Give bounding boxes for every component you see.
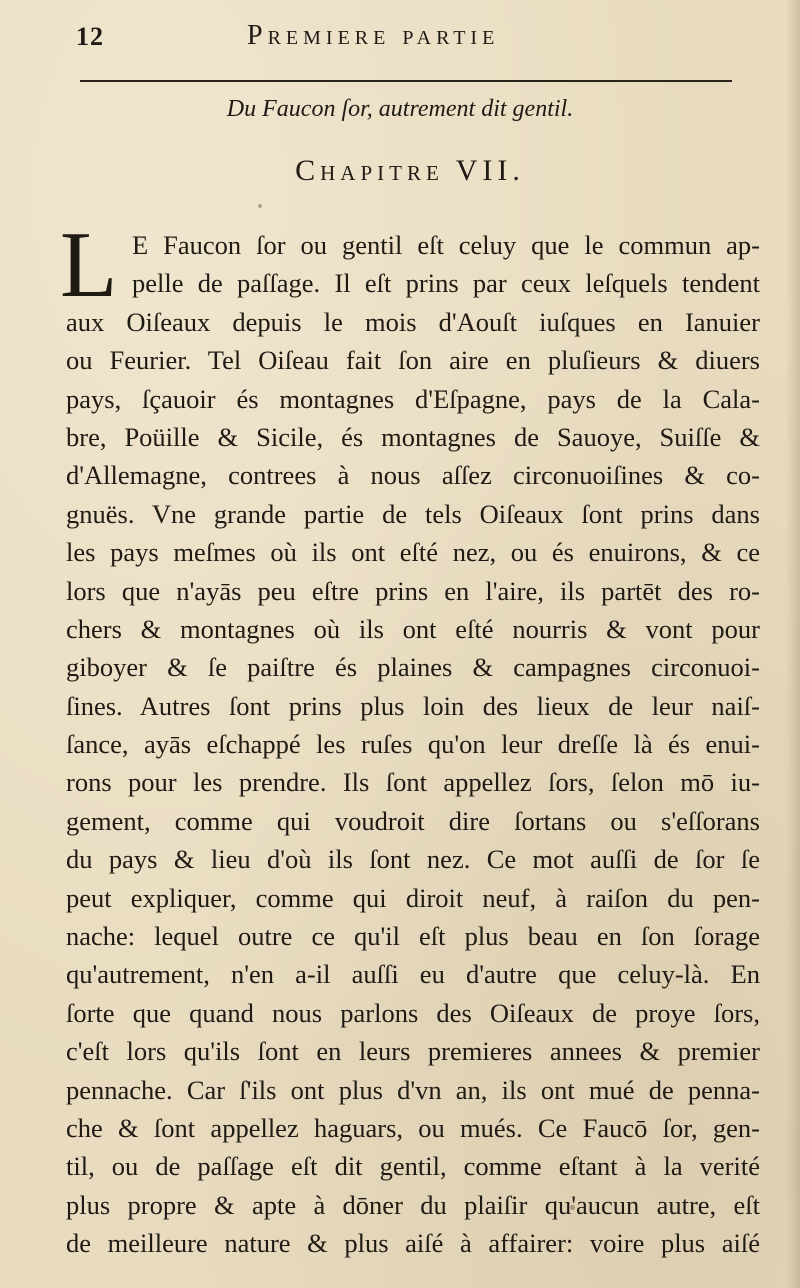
header-rule: [80, 80, 732, 82]
text-line: ſorte que quand nous parlons des Oiſeaux de proye ſors,: [66, 997, 760, 1028]
text-line: d'Allemagne, contrees à nous aſſez circonuoiſines & co-: [66, 460, 760, 491]
text-line: rons pour les prendre. Ils ſont appellez ſors, ſelon mō iu-: [66, 767, 760, 798]
text-line: gnuës. Vne grande partie de tels Oiſeaux ſont prins dans: [66, 498, 760, 529]
drop-cap: L: [60, 213, 118, 317]
ink-speck: [570, 1205, 575, 1210]
page-edge-shadow: [786, 0, 800, 1288]
text-line: les pays meſmes où ils ont eſté nez, ou és enuirons, & ce: [66, 537, 760, 568]
chapter-heading: Chapitre VII.: [295, 154, 525, 187]
page-number: 12: [76, 22, 104, 51]
text-line: pelle de paſſage. Il eſt prins par ceux leſquels tendent: [132, 268, 760, 299]
text-line: giboyer & ſe paiſtre és plaines & campagnes circonuoi-: [66, 652, 760, 683]
body-text: [60, 213, 760, 1263]
text-line: nache: lequel outre ce qu'il eſt plus beau en ſon ſorage: [66, 921, 760, 952]
text-line: gement, comme qui voudroit dire ſortans ou s'eſſorans: [66, 805, 760, 836]
text-line: chers & montagnes où ils ont eſté nourris & vont pour: [66, 613, 760, 644]
text-line: bre, Poüille & Sicile, és montagnes de Sauoye, Suiſſe &: [66, 421, 760, 452]
text-line: pays, ſçauoir és montagnes d'Eſpagne, pays de la Cala-: [66, 383, 760, 414]
text-line: de meilleure nature & plus aiſé à affairer: voire plus aiſé: [66, 1228, 760, 1259]
running-title: Premiere partie: [247, 20, 500, 51]
running-head: [62, 14, 742, 54]
ink-speck: [258, 204, 262, 208]
text-line: peut expliquer, comme qui diroit neuf, à raiſon du pen-: [66, 882, 760, 913]
text-line: lors que n'ayās peu eſtre prins en l'aire, ils partēt des ro-: [66, 575, 760, 606]
text-line: aux Oiſeaux depuis le mois d'Aouſt iuſques en Ianuier: [66, 306, 760, 337]
text-line: ſance, ayās eſchappé les ruſes qu'on leur dreſſe là és enui-: [66, 729, 760, 760]
text-line: pennache. Car ſ'ils ont plus d'vn an, ils ont mué de penna-: [66, 1074, 760, 1105]
text-line: du pays & lieu d'où ils ſont nez. Ce mot auſſi de ſor ſe: [66, 844, 760, 875]
text-line: til, ou de paſſage eſt dit gentil, comme eſtant à la verité: [66, 1151, 760, 1182]
text-line: che & ſont appellez haguars, ou mués. Ce Faucō ſor, gen-: [66, 1112, 760, 1143]
section-title: Du Faucon ſor, autrement dit gentil.: [226, 96, 574, 122]
text-line: c'eſt lors qu'ils ſont en leurs premieres annees & premier: [66, 1036, 760, 1067]
text-line: plus propre & apte à dōner du plaiſir qu'aucun autre, eſt: [66, 1189, 760, 1220]
text-line: ſines. Autres ſont prins plus loin des lieux de leur naiſ-: [66, 690, 760, 721]
text-line: ou Feurier. Tel Oiſeau fait ſon aire en pluſieurs & diuers: [66, 345, 760, 376]
text-line: qu'autrement, n'en a-il auſſi eu d'autre que celuy-là. En: [66, 959, 760, 990]
text-line: E Faucon ſor ou gentil eſt celuy que le commun ap-: [132, 230, 760, 260]
